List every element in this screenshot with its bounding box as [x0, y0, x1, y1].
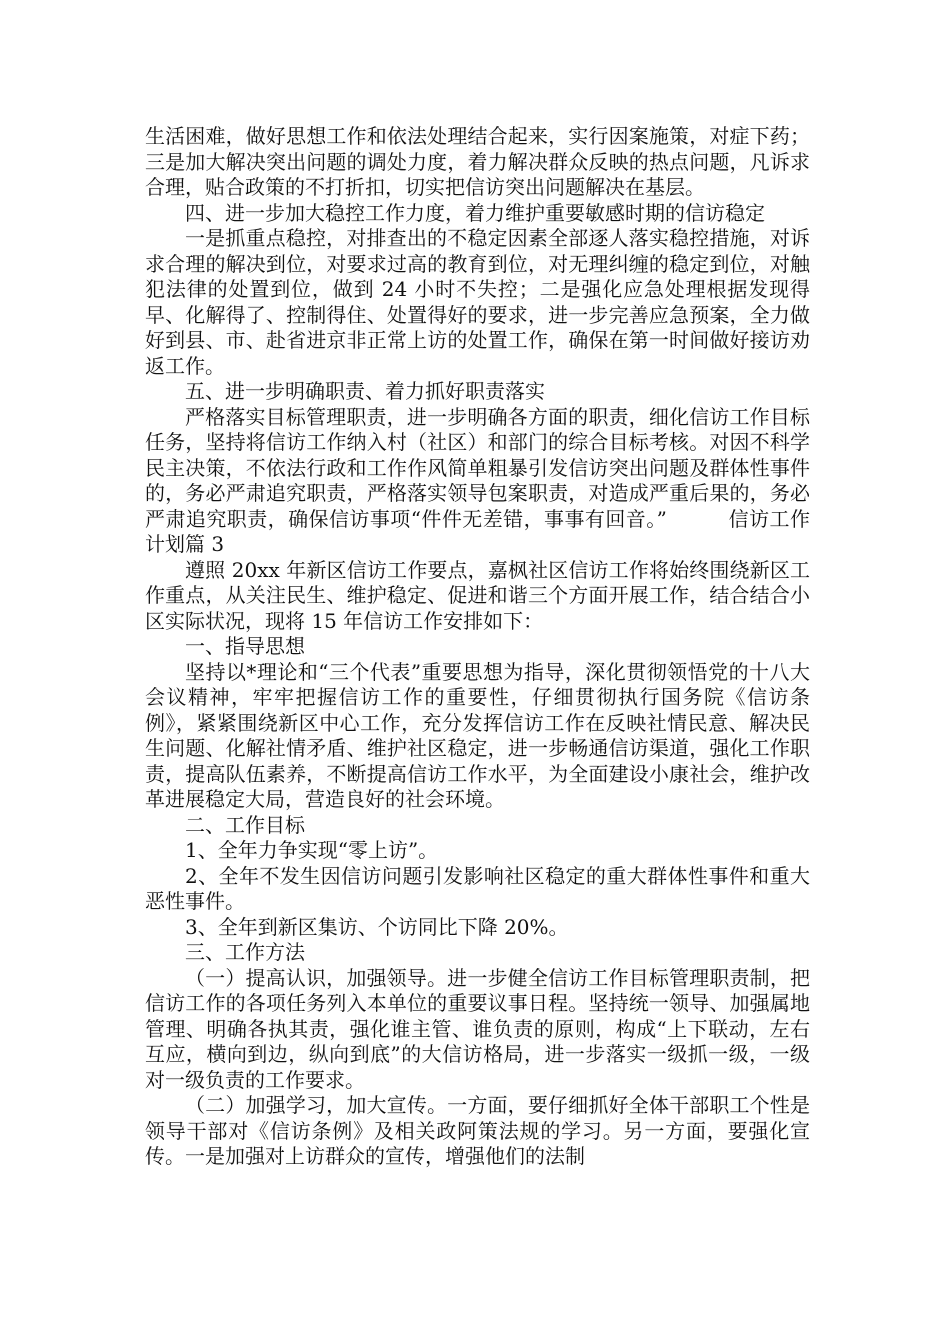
paragraph: 四、进一步加大稳控工作力度，着力维护重要敏感时期的信访稳定 [185, 200, 765, 225]
paragraph: 严格落实目标管理职责，进一步明确各方面的职责，细化信访工作目标任务，坚持将信访工作纳入村（社区）和部门的综合目标考核。对因不科学民主决策，不依法行政和工作作风简单粗暴引发信访突出问题及群体性事件的，务必严肃追究职责，严格落实领导包案职责，对造成严重后果的，务必严肃追究职责，确保信访事项“件件无差错，事事有回音。” 信访工作计划篇 3 [145, 404, 810, 556]
paragraph: 五、进一步明确职责、着力抓好职责落实 [185, 379, 545, 403]
paragraph: 遵照 20xx 年新区信访工作要点，嘉枫社区信访工作将始终围绕新区工作重点，从关注民生、维护稳定、促进和谐三个方面开展工作，结合结合小区实际状况，现将 15 年信访工作安排如下： [145, 557, 810, 633]
paragraph: 一、指导思想 [185, 634, 305, 658]
paragraph: 生活困难，做好思想工作和依法处理结合起来，实行因案施策，对症下药；三是加大解决突出问题的调处力度，着力解决群众反映的热点问题，凡诉求合理，贴合政策的不打折扣，切实把信访突出问题解决在基层。 [145, 124, 810, 199]
paragraph: （二）加强学习，加大宣传。一方面，要仔细抓好全体干部职工个性是领导干部对《信访条例》及相关政阿策法规的学习。另一方面，要强化宣传。一是加强对上访群众的宣传，增强他们的法制 [145, 1093, 810, 1168]
paragraph: 1、全年力争实现“零上访”。 [185, 838, 439, 862]
paragraph: 一是抓重点稳控，对排查出的不稳定因素全部逐人落实稳控措施，对诉求合理的解决到位，对要求过高的教育到位，对无理纠缠的稳定到位，对触犯法律的处置到位，做到 24 小时不失控；二是强化应急处理根据发现得早、化解得了、控制得住、处置得好的要求，进一步完善应急预案，全力做好到县、市、赴省进京非正常上访的处置工作，确保在第一时间做好接访劝返工作。 [145, 226, 810, 378]
paragraph: 2、全年不发生因信访问题引发影响社区稳定的重大群体性事件和重大恶性事件。 [145, 863, 810, 913]
document-page [145, 124, 810, 1170]
paragraph: 二、工作目标 [185, 812, 305, 837]
paragraph: 3、全年到新区集访、个访同比下降 20%。 [185, 914, 569, 939]
paragraph: 坚持以*理论和“三个代表”重要思想为指导，深化贯彻领悟党的十八大会议精神，牢牢把握信访工作的重要性，仔细贯彻执行国务院《信访条例》，紧紧围绕新区中心工作，充分发挥信访工作在反映社情民意、解决民生问题、化解社情矛盾、维护社区稳定，进一步畅通信访渠道，强化工作职责，提高队伍素养，不断提高信访工作水平，为全面建设小康社会，维护改革进展稳定大局，营造良好的社会环境。 [145, 659, 810, 811]
paragraph: （一）提高认识，加强领导。进一步健全信访工作目标管理职责制，把信访工作的各项任务列入本单位的重要议事日程。坚持统一领导、加强属地管理、明确各执其责，强化谁主管、谁负责的原则，构成“上下联动，左右互应，横向到边，纵向到底”的大信访格局，进一步落实一级抓一级，一级对一级负责的工作要求。 [145, 965, 810, 1092]
paragraph: 三、工作方法 [185, 940, 305, 964]
